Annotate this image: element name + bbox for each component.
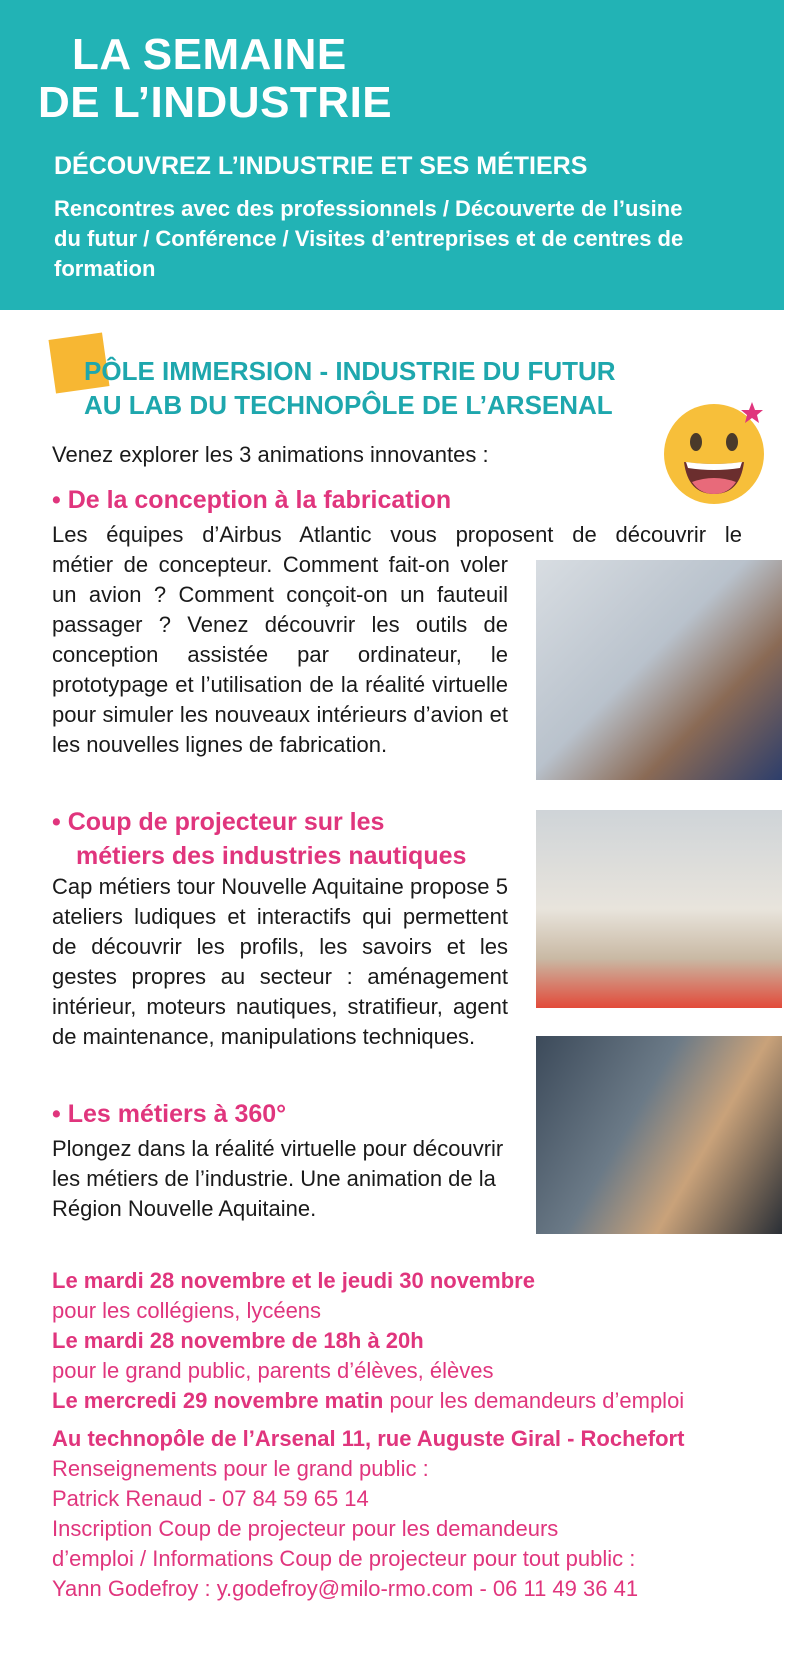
event-description: Rencontres avec des professionnels / Découverte de l’usine du futur / Conférence / Visites d’entreprises et de centres de formation bbox=[54, 196, 684, 281]
contact-line-3: Inscription Coup de projecteur pour les demandeurs bbox=[52, 1516, 559, 1541]
schedule-line-1: Le mardi 28 novembre et le jeudi 30 novembre bbox=[52, 1268, 535, 1293]
section-title-line1: PÔLE IMMERSION - INDUSTRIE DU FUTUR bbox=[84, 356, 616, 386]
photo-nautical-workshop bbox=[536, 810, 782, 1008]
contact-address: Au technopôle de l’Arsenal 11, rue Auguste Giral - Rochefort bbox=[52, 1426, 685, 1451]
event-title-line1: LA SEMAINE bbox=[72, 30, 347, 79]
photo-virtual-reality bbox=[536, 1036, 782, 1234]
header-banner bbox=[0, 0, 784, 310]
smiley-icon bbox=[662, 396, 774, 508]
contact-line-5: Yann Godefroy : y.godefroy@milo-rmo.com - 06 11 49 36 41 bbox=[52, 1576, 639, 1601]
section-title-line2: AU LAB DU TECHNOPÔLE DE L’ARSENAL bbox=[84, 390, 613, 420]
event-title-line2: DE L’INDUSTRIE bbox=[38, 78, 393, 127]
schedule-line-5-date: Le mercredi 29 novembre matin bbox=[52, 1388, 384, 1413]
animation-1-text: métier de concepteur. Comment fait-on voler un avion ? Comment conçoit-on un fauteuil passager ? Venez découvrir les outils de conception assistée par ordinateur, le prototypage et l’utilisation de la réalité virtuelle pour simuler les nouveaux intérieurs d’avion et les nouvelles lignes de fabrication. bbox=[52, 552, 508, 757]
schedule-line-5-audience: pour les demandeurs d’emploi bbox=[383, 1388, 685, 1413]
animation-2-title-line1: • Coup de projecteur sur les bbox=[52, 808, 385, 836]
schedule-line-5 bbox=[52, 1388, 684, 1414]
contact-line-4: d’emploi / Informations Coup de projecteur pour tout public : bbox=[52, 1546, 636, 1571]
contact-line-2: Patrick Renaud - 07 84 59 65 14 bbox=[52, 1486, 369, 1511]
intro-text: Venez explorer les 3 animations innovantes : bbox=[52, 442, 489, 467]
animation-2-text: Cap métiers tour Nouvelle Aquitaine propose 5 ateliers ludiques et interactifs qui permettent de découvrir les profils, les savoirs et les gestes propres au secteur : aménagement intérieur, moteurs nautiques, stratifieur, agent de maintenance, manipulations techniques. bbox=[52, 874, 508, 1049]
animation-2-title-line2: métiers des industries nautiques bbox=[76, 842, 467, 870]
event-subtitle: DÉCOUVREZ L’INDUSTRIE ET SES MÉTIERS bbox=[54, 152, 588, 180]
animation-1-title: • De la conception à la fabrication bbox=[52, 486, 452, 514]
photo-design-engineers bbox=[536, 560, 782, 780]
contact-line-1: Renseignements pour le grand public : bbox=[52, 1456, 429, 1481]
schedule-line-3: Le mardi 28 novembre de 18h à 20h bbox=[52, 1328, 424, 1353]
schedule-line-4: pour le grand public, parents d’élèves, élèves bbox=[52, 1358, 494, 1383]
animation-3-text: Plongez dans la réalité virtuelle pour découvrir les métiers de l’industrie. Une animation de la Région Nouvelle Aquitaine. bbox=[52, 1136, 504, 1221]
animation-3-title: • Les métiers à 360° bbox=[52, 1100, 287, 1128]
animation-1-text-first-line: Les équipes d’Airbus Atlantic vous proposent de découvrir le bbox=[52, 522, 742, 547]
schedule-line-2: pour les collégiens, lycéens bbox=[52, 1298, 322, 1323]
